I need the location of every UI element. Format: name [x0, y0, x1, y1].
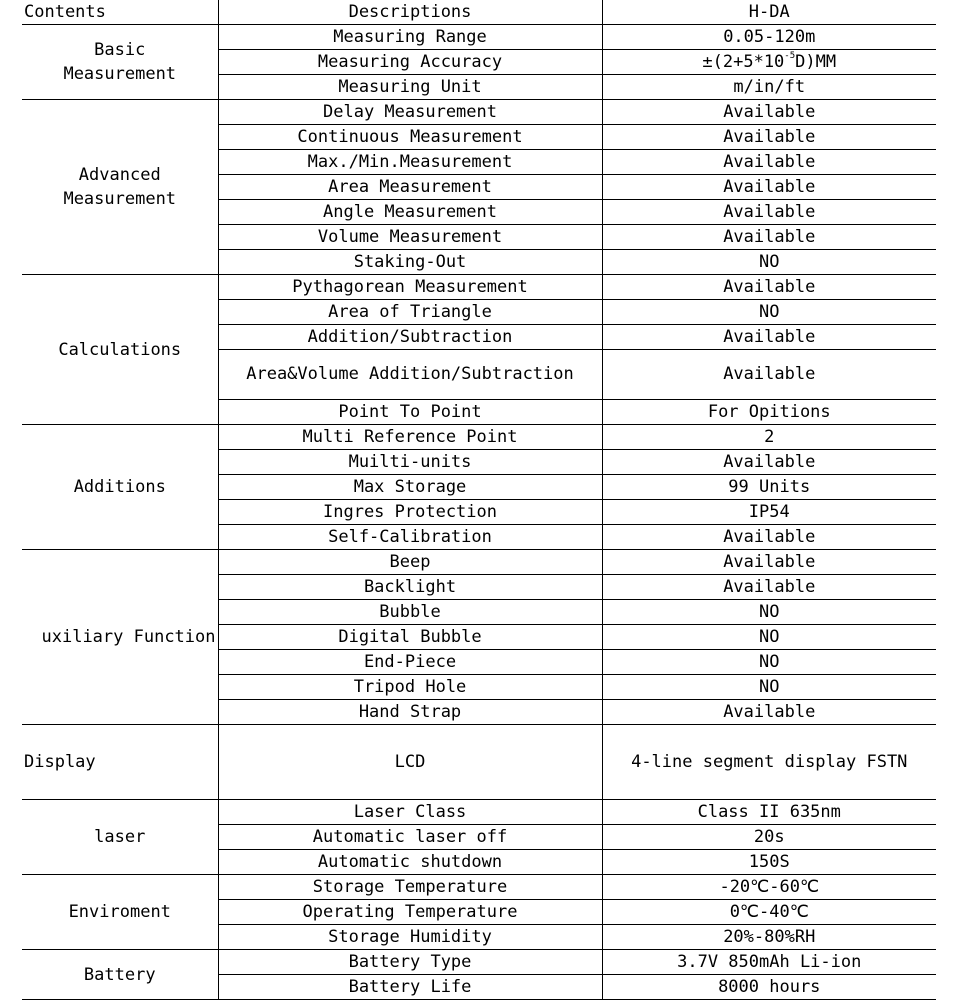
row-description: Continuous Measurement	[218, 125, 602, 150]
row-value: NO	[602, 250, 936, 275]
row-description: Staking-Out	[218, 250, 602, 275]
row-description: Laser Class	[218, 800, 602, 825]
row-description: Hand Strap	[218, 700, 602, 725]
row-value: Available	[602, 700, 936, 725]
row-description: Storage Temperature	[218, 875, 602, 900]
table-row	[22, 875, 936, 900]
row-value: IP54	[602, 500, 936, 525]
group-auxiliary-function: uxiliary Function	[22, 550, 218, 725]
group-calculations: Calculations	[22, 275, 218, 425]
row-description: Backlight	[218, 575, 602, 600]
row-description: Max Storage	[218, 475, 602, 500]
row-value: Available	[602, 350, 936, 400]
row-description: Delay Measurement	[218, 100, 602, 125]
group-label-line: Measurement	[63, 189, 177, 209]
row-description: Pythagorean Measurement	[218, 275, 602, 300]
row-value: Available	[602, 275, 936, 300]
row-description: Measuring Unit	[218, 75, 602, 100]
row-description: Beep	[218, 550, 602, 575]
row-description: End-Piece	[218, 650, 602, 675]
row-description: Measuring Range	[218, 25, 602, 50]
row-value: 99 Units	[602, 475, 936, 500]
row-value: 4-line segment display FSTN	[602, 725, 936, 800]
row-value: 20s	[602, 825, 936, 850]
row-value: Available	[602, 450, 936, 475]
group-environment: Enviroment	[22, 875, 218, 950]
group-advanced-measurement	[22, 100, 218, 275]
row-value: m/in/ft	[602, 75, 936, 100]
row-value: Available	[602, 550, 936, 575]
table-row	[22, 550, 936, 575]
row-value: NO	[602, 650, 936, 675]
row-value: Class II 635nm	[602, 800, 936, 825]
row-value: 0℃-40℃	[602, 900, 936, 925]
table-row	[22, 800, 936, 825]
row-description: Area Measurement	[218, 175, 602, 200]
row-description: Multi Reference Point	[218, 425, 602, 450]
row-description: Volume Measurement	[218, 225, 602, 250]
row-description: Digital Bubble	[218, 625, 602, 650]
table-row	[22, 25, 936, 50]
group-label-line: Measurement	[63, 64, 177, 84]
row-description: Point To Point	[218, 400, 602, 425]
row-value: 8000 hours	[602, 975, 936, 1000]
row-value: 20%-80%RH	[602, 925, 936, 950]
row-description: Battery Type	[218, 950, 602, 975]
row-value: 150S	[602, 850, 936, 875]
accuracy-prefix: ±(2+5*10	[702, 51, 785, 72]
row-value: NO	[602, 300, 936, 325]
group-laser: laser	[22, 800, 218, 875]
row-description: LCD	[218, 725, 602, 800]
row-description: Storage Humidity	[218, 925, 602, 950]
row-value: Available	[602, 325, 936, 350]
table-row	[22, 100, 936, 125]
row-description: Tripod Hole	[218, 675, 602, 700]
table-row	[22, 275, 936, 300]
group-basic-measurement	[22, 25, 218, 100]
table-row	[22, 725, 936, 800]
group-label-line: Advanced	[78, 165, 161, 185]
header-contents: Contents	[22, 0, 218, 25]
row-description: Automatic laser off	[218, 825, 602, 850]
header-row	[22, 0, 936, 25]
row-value: Available	[602, 100, 936, 125]
row-value: -20℃-60℃	[602, 875, 936, 900]
accuracy-suffix: D)MM	[795, 51, 837, 72]
row-value: NO	[602, 675, 936, 700]
group-label-line: Basic	[94, 40, 146, 60]
row-description: Area of Triangle	[218, 300, 602, 325]
row-description: Self-Calibration	[218, 525, 602, 550]
row-value: Available	[602, 525, 936, 550]
header-descriptions: Descriptions	[218, 0, 602, 25]
spec-table	[22, 0, 936, 1000]
group-battery: Battery	[22, 950, 218, 1000]
row-description: Automatic shutdown	[218, 850, 602, 875]
table-row	[22, 950, 936, 975]
row-value: 2	[602, 425, 936, 450]
row-value: Available	[602, 225, 936, 250]
row-description: Bubble	[218, 600, 602, 625]
table-row	[22, 425, 936, 450]
header-model: H-DA	[602, 0, 936, 25]
group-display: Display	[22, 725, 218, 800]
row-value: For Opitions	[602, 400, 936, 425]
row-value: 0.05-120m	[602, 25, 936, 50]
row-value: Available	[602, 150, 936, 175]
row-description: Addition/Subtraction	[218, 325, 602, 350]
row-value: Available	[602, 125, 936, 150]
group-additions: Additions	[22, 425, 218, 550]
row-value: Available	[602, 575, 936, 600]
row-description: Muilti-units	[218, 450, 602, 475]
row-value: 3.7V 850mAh Li-ion	[602, 950, 936, 975]
row-description: Measuring Accuracy	[218, 50, 602, 75]
row-value: Available	[602, 200, 936, 225]
row-value: Available	[602, 175, 936, 200]
row-description: Angle Measurement	[218, 200, 602, 225]
row-value: NO	[602, 625, 936, 650]
row-description: Area&Volume Addition/Subtraction	[218, 350, 602, 400]
row-value	[602, 50, 936, 75]
row-description: Operating Temperature	[218, 900, 602, 925]
row-description: Ingres Protection	[218, 500, 602, 525]
row-description: Battery Life	[218, 975, 602, 1000]
row-value: NO	[602, 600, 936, 625]
row-description: Max./Min.Measurement	[218, 150, 602, 175]
accuracy-exponent: -5	[784, 50, 796, 61]
